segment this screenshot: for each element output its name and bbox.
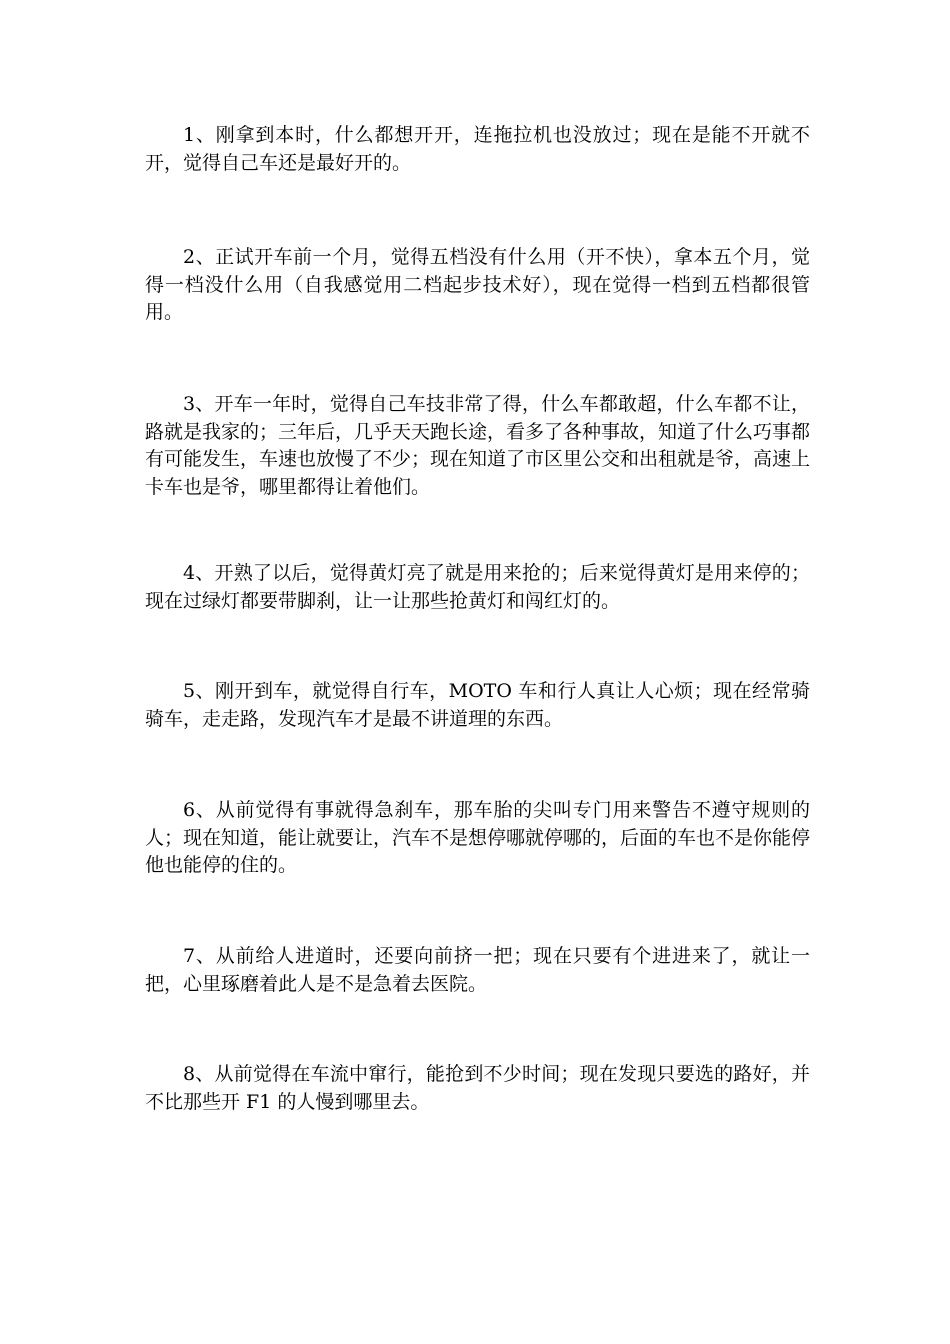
paragraph-2: 2、正试开车前一个月，觉得五档没有什么用（开不快），拿本五个月，觉得一档没什么用（自我感觉用二档起步技术好），现在觉得一档到五档都很管用。	[145, 246, 810, 323]
paragraph-4: 4、开熟了以后，觉得黄灯亮了就是用来抢的；后来觉得黄灯是用来停的；现在过绿灯都要带脚刹，让一让那些抢黄灯和闯红灯的。	[145, 562, 810, 612]
paragraph-5: 5、刚开到车，就觉得自行车，MOTO 车和行人真让人心烦；现在经常骑骑车，走走路，发现汽车才是最不讲道理的东西。	[145, 680, 810, 730]
paragraph-7: 7、从前给人进道时，还要向前挤一把；现在只要有个进进来了，就让一把，心里琢磨着此人是不是急着去医院。	[145, 945, 810, 995]
paragraph-1: 1、刚拿到本时，什么都想开开，连拖拉机也没放过；现在是能不开就不开，觉得自己车还是最好开的。	[145, 124, 810, 174]
paragraph-3: 3、开车一年时，觉得自己车技非常了得，什么车都敢超，什么车都不让，路就是我家的；三年后，几乎天天跑长途，看多了各种事故，知道了什么巧事都有可能发生，车速也放慢了不少；现在知道了市区里公交和出租就是爷，高速上卡车也是爷，哪里都得让着他们。	[145, 393, 811, 498]
paragraph-8: 8、从前觉得在车流中窜行，能抢到不少时间；现在发现只要选的路好，并不比那些开 F1 的人慢到哪里去。	[145, 1063, 810, 1113]
paragraph-6: 6、从前觉得有事就得急刹车，那车胎的尖叫专门用来警告不遵守规则的人；现在知道，能让就要让，汽车不是想停哪就停哪的，后面的车也不是你能停他也能停的住的。	[145, 799, 811, 876]
